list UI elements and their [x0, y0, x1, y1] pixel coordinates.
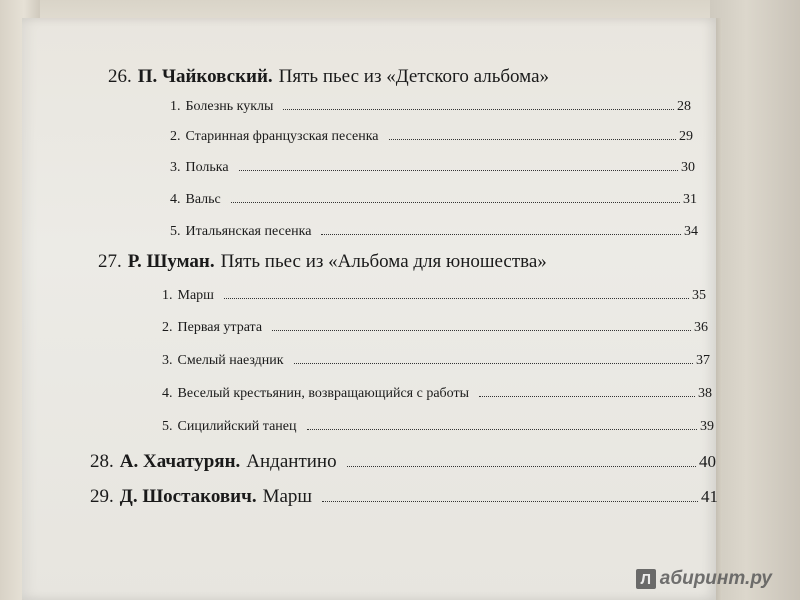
background-right-page: [710, 0, 800, 600]
section-title: Марш: [262, 486, 313, 507]
dot-leader: [224, 298, 689, 299]
section-composer: Р. Шуман.: [127, 251, 215, 272]
section-page: 40: [699, 452, 716, 471]
section-composer: А. Хачатурян.: [119, 451, 241, 472]
item-page: 31: [683, 192, 697, 207]
contents-item: [162, 386, 712, 402]
section-page: 41: [701, 487, 718, 506]
item-title: Сицилийский танец: [177, 419, 297, 434]
contents-item: [162, 288, 706, 304]
item-number: 2.: [162, 320, 173, 335]
item-number: 5.: [162, 419, 173, 434]
dot-leader: [231, 202, 680, 203]
item-title: Первая утрата: [177, 320, 263, 335]
item-number: 1.: [162, 288, 173, 303]
contents-item: [162, 353, 710, 369]
item-title: Веселый крестьянин, возвращающийся с работы: [177, 386, 470, 401]
item-page: 34: [684, 224, 698, 239]
section-heading: [90, 486, 718, 508]
section-composer: П. Чайковский.: [137, 66, 273, 87]
dot-leader: [307, 429, 698, 430]
section-number: 28.: [90, 451, 114, 472]
dot-leader: [389, 139, 677, 140]
dot-leader: [347, 466, 696, 467]
section-number: 29.: [90, 486, 114, 507]
item-number: 5.: [170, 224, 181, 239]
contents-item: [170, 160, 695, 176]
contents-item: [170, 192, 697, 208]
section-heading: [108, 66, 549, 88]
item-page: 39: [700, 419, 714, 434]
section-number: 26.: [108, 66, 132, 87]
dot-leader: [321, 234, 681, 235]
item-page: 38: [698, 386, 712, 401]
contents-item: [162, 320, 708, 336]
contents-item: [170, 99, 691, 115]
item-title: Вальс: [185, 192, 221, 207]
item-number: 4.: [170, 192, 181, 207]
item-page: 37: [696, 353, 710, 368]
item-title: Полька: [185, 160, 229, 175]
contents-item: [162, 419, 714, 435]
item-number: 1.: [170, 99, 181, 114]
section-heading: [98, 251, 547, 273]
contents-page: [22, 18, 716, 600]
dot-leader: [322, 501, 698, 502]
section-title: Андантино: [246, 451, 337, 472]
labirint-watermark: [636, 568, 772, 590]
watermark-text: абиринт.ру: [659, 568, 772, 589]
contents-item: [170, 129, 693, 145]
item-page: 35: [692, 288, 706, 303]
section-composer: Д. Шостакович.: [119, 486, 257, 507]
dot-leader: [239, 170, 678, 171]
item-title: Марш: [177, 288, 214, 303]
dot-leader: [294, 363, 693, 364]
item-page: 30: [681, 160, 695, 175]
item-page: 28: [677, 99, 691, 114]
item-page: 36: [694, 320, 708, 335]
section-number: 27.: [98, 251, 122, 272]
item-number: 3.: [170, 160, 181, 175]
dot-leader: [272, 330, 691, 331]
item-page: 29: [679, 129, 693, 144]
section-title: Пять пьес из «Альбома для юношества»: [220, 251, 547, 272]
contents-item: [170, 224, 698, 240]
section-title: Пять пьес из «Детского альбома»: [278, 66, 550, 87]
section-heading: [90, 451, 716, 473]
item-title: Болезнь куклы: [185, 99, 274, 114]
item-number: 3.: [162, 353, 173, 368]
dot-leader: [479, 396, 695, 397]
item-title: Смелый наездник: [177, 353, 284, 368]
labirint-logo-icon: Л: [636, 569, 656, 589]
item-title: Итальянская песенка: [185, 224, 312, 239]
item-number: 2.: [170, 129, 181, 144]
item-title: Старинная французская песенка: [185, 129, 379, 144]
dot-leader: [283, 109, 674, 110]
item-number: 4.: [162, 386, 173, 401]
